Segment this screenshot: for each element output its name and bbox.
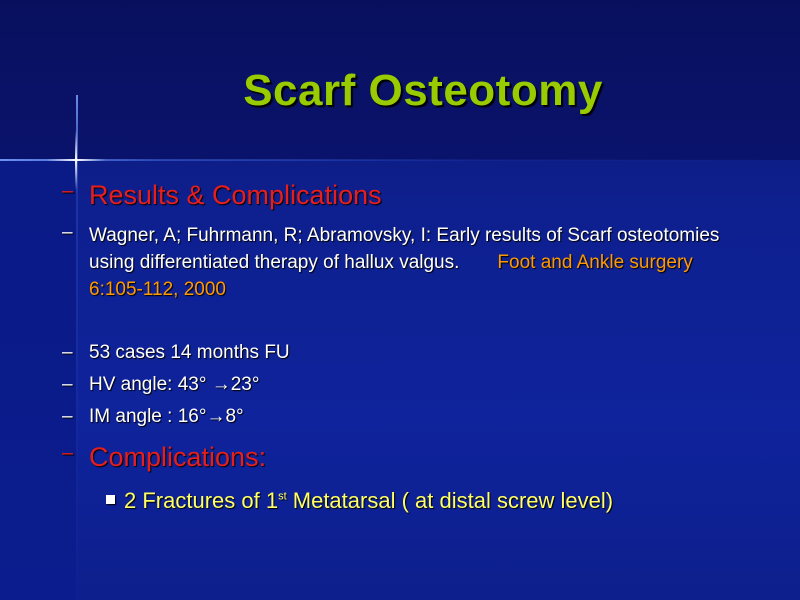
citation-authors: Wagner, A; Fuhrmann, R; Abramovsky, I: Early results of Scarf osteotomies using differentiated therapy of hallux valgus. <box>89 225 720 273</box>
square-bullet-icon <box>106 495 115 504</box>
fractures-text: 2 Fractures of 1st Metatarsal ( at distal screw level) <box>124 488 614 513</box>
complications-heading: Complications: <box>89 442 267 472</box>
im-angle-text: IM angle : 16°→8° <box>89 406 244 427</box>
horizontal-divider <box>0 159 800 161</box>
cases-text: 53 cases 14 months FU <box>89 342 290 363</box>
arrow-right-icon: → <box>206 406 226 427</box>
slide-title: Scarf Osteotomy <box>243 66 603 115</box>
hv-angle-text: HV angle: 43° →23° <box>89 374 260 395</box>
arrow-right-icon: → <box>211 374 231 395</box>
slide: Scarf Osteotomy – Results & Complications – Wagner, A; Fuhrmann, R; Abramovsky, I: Early results of Scarf osteotomies using differentiated therapy of hallux valgus. Foot and Ankle surgery 6:105-112, 2000 – 53 cases 14 months FU – HV angle: 43° →23° – IM angle : 16°→8° – Complications: 2 Fractures of 1st Metatarsal ( at distal screw level) <box>0 0 800 600</box>
citation <box>89 222 749 303</box>
results-heading: Results & Complications <box>89 180 382 210</box>
citation-journal: Foot and Ankle surgery 6:105-112, 2000 <box>89 252 693 300</box>
